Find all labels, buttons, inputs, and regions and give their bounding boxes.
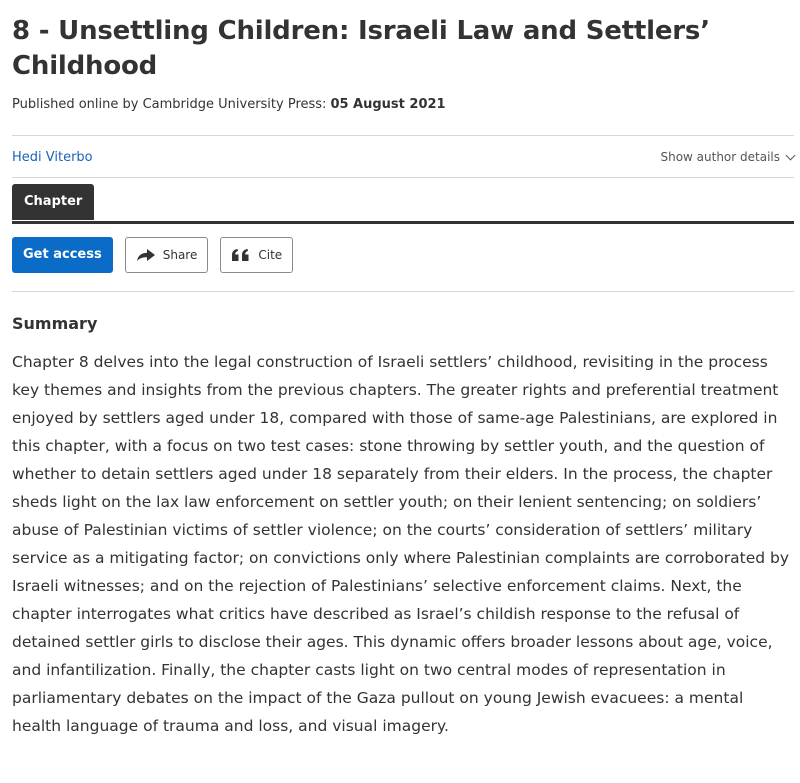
tab-underline [12, 221, 794, 224]
share-label: Share [162, 248, 198, 262]
author-link[interactable]: Hedi Viterbo [12, 149, 93, 165]
chevron-down-icon [786, 150, 796, 160]
divider [12, 135, 794, 136]
divider [12, 177, 794, 178]
published-date: 05 August 2021 [330, 97, 446, 112]
summary-heading: Summary [12, 314, 98, 333]
summary-text: Chapter 8 delves into the legal construction of Israeli settlers’ childhood, revisiting in the process key themes and insights from the previous chapters. The greater rights and preferential treatment enjoyed by settlers aged under 18, compared with those of same-age Palestinians, are explored in this chapter, with a focus on two test cases: stone throwing by settler youth, and the question of whether to detain settlers aged under 18 separately from their elders. In the process, the chapter sheds light on the lax law enforcement on settler youth; on their lenient sentencing; on soldiers’ abuse of Palestinian victims of settler violence; on the courts’ consideration of settlers’ military service as a mitigating factor; on convictions only where Palestinian complaints are corroborated by Israeli witnesses; and on the rejection of Palestinians’ selective enforcement claims. Next, the chapter interrogates what critics have described as Israel’s childish response to the refusal of detained settler girls to disclose their ages. This dynamic offers broader lessons about age, voice, and infantilization. Finally, the chapter casts light on two central modes of representation in parliamentary debates on the impact of the Gaza pullout on young Jewish evacuees: a mental health language of trauma and loss, and visual imagery. [12, 353, 790, 735]
action-bar [12, 237, 794, 273]
tab-chapter[interactable]: Chapter [12, 184, 94, 220]
share-button[interactable] [125, 237, 209, 273]
page-title: 8 - Unsettling Children: Israeli Law and Settlers’ Childhood [12, 16, 710, 81]
cite-label: Cite [258, 248, 283, 262]
author-row [12, 137, 794, 177]
get-access-button[interactable]: Get access [12, 237, 113, 273]
cite-button[interactable] [220, 237, 293, 273]
quote-icon [231, 248, 251, 262]
share-arrow-icon [136, 248, 156, 262]
show-author-details-label: Show author details [660, 150, 780, 164]
content-tabs [12, 184, 794, 224]
publication-info [12, 96, 794, 114]
published-label: Published online by Cambridge University Press: [12, 97, 327, 112]
show-author-details-toggle[interactable] [660, 150, 794, 164]
